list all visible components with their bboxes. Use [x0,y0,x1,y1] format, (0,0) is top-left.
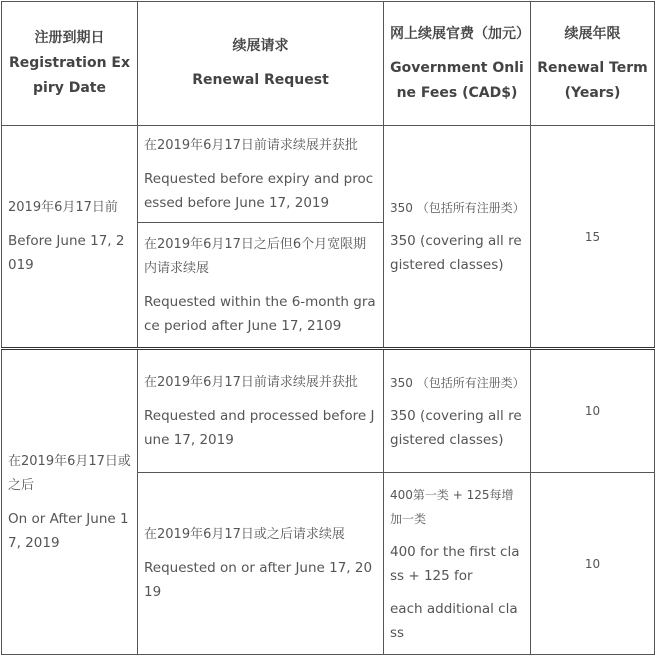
group2-request-2-cn: 在2019年6月17日或之后请求续展 [144,527,345,542]
header-term [531,2,655,126]
group1-expiry-en: Before June 17, 2019 [8,233,125,273]
group2-request-2 [138,473,384,655]
header-request-cn: 续展请求 [232,38,289,54]
group1-request-1 [138,126,384,223]
header-expiry [2,2,138,126]
renewal-fee-table [1,1,655,655]
table-row [2,349,655,473]
group2-expiry-en: On or After June 17, 2019 [8,510,129,551]
group2-fee-1-en: 350 (covering all registered classes) [390,407,522,448]
group1-request-2-cn: 在2019年6月17日之后但6个月宽限期内请求续展 [144,236,367,276]
group1-fee-cn: 350 （包括所有注册类） [390,201,525,215]
group1-request-2 [138,223,384,349]
group2-fee-2 [384,473,531,655]
group1-expiry [2,126,138,349]
group1-expiry-cn: 2019年6月17日前 [8,200,118,215]
header-term-cn: 续展年限 [564,25,621,42]
group1-request-2-en: Requested within the 6-month grace period after June 17, 2109 [144,293,376,334]
header-term-en: Renewal Term (Years) [537,59,648,101]
group1-request-1-en: Requested before expiry and processed before June 17, 2019 [144,170,374,211]
header-row [2,2,655,126]
group2-fee-1 [384,349,531,473]
group1-term: 15 [531,126,655,349]
group1-fee-en: 350 (covering all registered classes) [390,233,522,273]
group1-fee [384,126,531,349]
group2-fee-1-cn: 350 （包括所有注册类） [390,375,525,390]
header-fees-cn: 网上续展官费（加元） [390,25,530,42]
group2-request-1 [138,349,384,473]
header-fees [384,2,531,126]
group2-term-2: 10 [531,473,655,655]
header-expiry-en: Registration Expiry Date [8,55,131,96]
table-row [2,126,655,223]
group2-request-1-cn: 在2019年6月17日前请求续展并获批 [144,374,358,390]
header-request [138,2,384,126]
group2-fee-2-en-2: each additional class [390,600,518,641]
header-request-en: Renewal Request [192,72,329,88]
group2-fee-2-en-1: 400 for the first class + 125 for [390,543,520,584]
group2-expiry [2,349,138,655]
group2-request-1-en: Requested and processed before June 17, 2019 [144,407,375,448]
group2-request-2-en: Requested on or after June 17, 2019 [144,560,373,600]
group2-expiry-cn: 在2019年6月17日或之后 [8,453,131,493]
header-fees-en: Government Online Fees (CAD$) [390,59,524,101]
group2-fee-2-cn: 400第一类 + 125每增加一类 [390,487,514,526]
group1-request-1-cn: 在2019年6月17日前请求续展并获批 [144,137,358,153]
group2-term-1: 10 [531,349,655,473]
header-expiry-cn: 注册到期日 [34,30,105,46]
